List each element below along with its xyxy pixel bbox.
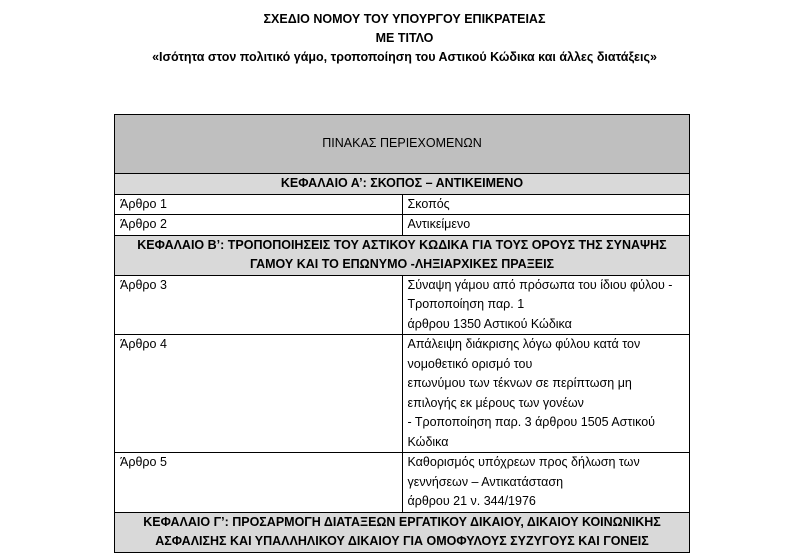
article-number: Άρθρο 1 xyxy=(115,194,403,215)
article-title-line: άρθρου 1350 Αστικού Κώδικα xyxy=(407,316,572,331)
article-number: Άρθρο 4 xyxy=(115,335,403,453)
table-row xyxy=(115,335,690,453)
article-title-line: Καθορισμός υπόχρεων προς δήλωση των γεννήσεων – Αντικατάσταση xyxy=(407,455,640,489)
table-row xyxy=(115,275,690,335)
article-title-line: Αντικείμενο xyxy=(407,217,471,231)
table-row xyxy=(115,194,690,215)
chapter-c-line-2: ΑΣΦΑΛΙΣΗΣ ΚΑΙ ΥΠΑΛΛΗΛΙΚΟΥ ΔΙΚΑΙΟΥ ΓΙΑ ΟΜΟΦΥΛΟΥΣ ΣΥΖΥΓΟΥΣ ΚΑΙ ΓΟΝΕΙΣ xyxy=(155,534,649,548)
article-title xyxy=(402,215,690,236)
article-title xyxy=(402,194,690,215)
chapter-b-line-1: ΚΕΦΑΛΑΙΟ Β’: ΤΡΟΠΟΠΟΙΗΣΕΙΣ ΤΟΥ ΑΣΤΙΚΟΥ ΚΩΔΙΚΑ ΓΙΑ ΤΟΥΣ ΟΡΟΥΣ ΤΗΣ ΣΥΝΑΨΗΣ xyxy=(137,237,667,252)
bill-heading: ΣΧΕΔΙΟ ΝΟΜΟΥ ΤΟΥ ΥΠΟΥΡΓΟΥ ΕΠΙΚΡΑΤΕΙΑΣ xyxy=(263,12,546,26)
table-of-contents xyxy=(114,114,690,553)
chapter-c-heading xyxy=(115,512,690,552)
chapter-b-line-2: ΓΑΜΟΥ ΚΑΙ ΤΟ ΕΠΩΝΥΜΟ -ΛΗΞΙΑΡΧΙΚΕΣ ΠΡΑΞΕΙΣ xyxy=(249,257,555,271)
article-number: Άρθρο 2 xyxy=(115,215,403,236)
article-title-line: Σκοπός xyxy=(407,196,450,211)
bill-title-label: ΜΕ ΤΙΤΛΟ xyxy=(375,31,434,45)
article-number: Άρθρο 5 xyxy=(115,453,403,513)
article-title-line: Απάλειψη διάκρισης λόγω φύλου κατά τον νομοθετικό ορισμό του xyxy=(407,337,641,371)
chapter-row xyxy=(115,512,690,552)
toc-title-row xyxy=(115,115,690,174)
article-title-line: Σύναψη γάμου από πρόσωπα του ίδιου φύλου - Τροποποίηση παρ. 1 xyxy=(407,277,673,311)
article-title xyxy=(402,275,690,335)
article-number: Άρθρο 3 xyxy=(115,275,403,335)
chapter-b-heading xyxy=(115,235,690,275)
document-header xyxy=(0,10,809,67)
chapter-c-line-1: ΚΕΦΑΛΑΙΟ Γ’: ΠΡΟΣΑΡΜΟΓΗ ΔΙΑΤΑΞΕΩΝ ΕΡΓΑΤΙΚΟΥ ΔΙΚΑΙΟΥ, ΔΙΚΑΙΟΥ ΚΟΙΝΩΝΙΚΗΣ xyxy=(143,514,661,529)
article-title-line: επωνύμου των τέκνων σε περίπτωση μη επιλογής εκ μέρους των γονέων xyxy=(407,376,632,410)
table-row xyxy=(115,453,690,513)
chapter-a-heading: ΚΕΦΑΛΑΙΟ Α’: ΣΚΟΠΟΣ – ΑΝΤΙΚΕΙΜΕΝΟ xyxy=(115,174,690,195)
article-title xyxy=(402,335,690,453)
article-title xyxy=(402,453,690,513)
chapter-row xyxy=(115,235,690,275)
article-title-line: - Τροποποίηση παρ. 3 άρθρου 1505 Αστικού Κώδικα xyxy=(407,415,655,449)
bill-title: «Ισότητα στον πολιτικό γάμο, τροποποίηση του Αστικού Κώδικα και άλλες διατάξεις» xyxy=(152,50,657,64)
article-title-line: άρθρου 21 ν. 344/1976 xyxy=(407,494,536,508)
toc-title: ΠΙΝΑΚΑΣ ΠΕΡΙΕΧΟΜΕΝΩΝ xyxy=(115,115,690,174)
chapter-row xyxy=(115,174,690,195)
table-row xyxy=(115,215,690,236)
